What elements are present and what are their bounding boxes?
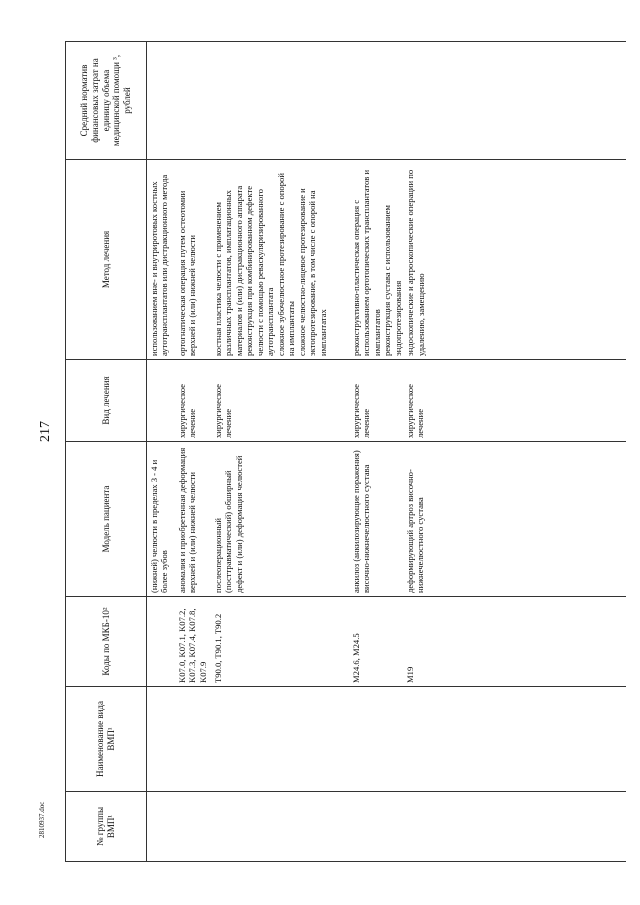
- cell-kind: [149, 363, 175, 438]
- cell-codes: T90.0, T90.1, T90.2: [213, 613, 223, 683]
- method-entry: сложное челюстно-лицевое протезирование и эктопротезирование, в том числе с опорой на имплантатах: [296, 188, 328, 356]
- cell-codes: M24.6, M24.5: [351, 633, 361, 683]
- cell-model: деформирующий артроз височно-нижнечелюстного сустава: [405, 469, 426, 593]
- footer-document-code: 2810937.doc: [38, 801, 46, 838]
- cell-method-group: [149, 163, 175, 356]
- col-name: [147, 687, 627, 792]
- method-entry: реконструкция при комбинированном дефекте челюсти с помощью реваскуляризированного аутотрансплантата: [244, 185, 276, 356]
- cell-codes: M19: [405, 666, 415, 683]
- table-header-row: [66, 42, 147, 862]
- method-entry: костная пластика челюсти с применением различных трансплантатов, имплатационных материалов и (или) дистракционного аппарата: [213, 185, 244, 356]
- header-method: Метод лечения: [66, 160, 147, 360]
- cell-kind: хирургическое лечение: [405, 384, 426, 438]
- cell-method-group: [351, 163, 403, 356]
- header-group-no: № группы ВМП¹: [66, 792, 147, 862]
- col-group-no: [147, 792, 627, 862]
- cell-method-group: [405, 163, 445, 356]
- header-cost: Средний норматив финансовых затрат на единицу объема медицинской помощи ³, рублей: [66, 42, 147, 160]
- col-method: [147, 160, 627, 360]
- method-entry: ортогнатическая операция путем остеотомии верхней и (или) нижней челюсти: [177, 190, 198, 356]
- cell-model: аномалия и приобретенная деформация верхней и (или) нижней челюсти: [177, 447, 198, 593]
- vmp-table: [65, 41, 626, 862]
- header-codes: Коды по МКБ-10²: [66, 597, 147, 687]
- cell-kind: хирургическое лечение: [177, 384, 198, 438]
- col-cost: [147, 42, 627, 160]
- col-model: [147, 442, 627, 597]
- cell-codes: K07.0, K07.1, K07.2, K07.3, K07.4, K07.8, K07.9: [177, 608, 208, 683]
- table-body-row: [147, 42, 627, 862]
- method-entry: реконструктивно-пластическая операция с использованием ортотопических трансплантатов и имплантатов: [351, 169, 382, 356]
- header-name: Наименование вида ВМП¹: [66, 687, 147, 792]
- col-kind: [147, 360, 627, 442]
- cell-method-group: [177, 163, 211, 356]
- cell-kind: хирургическое лечение: [351, 384, 372, 438]
- cell-model: анкилоз (анкилозирующие поражения) височно-нижнечелюстного сустава: [351, 450, 372, 593]
- method-entry: сложное зубочелюстное протезирование с опорой на имплантаты: [275, 173, 297, 356]
- method-entry: реконструкция сустава с использованием эндопротезирования: [382, 205, 403, 356]
- rotated-table-container: [65, 42, 620, 862]
- method-entry: эндоскопические и артроскопические операции по удалению, замещению: [405, 169, 426, 356]
- cell-method-group: [213, 163, 349, 356]
- cell-codes: [149, 600, 175, 683]
- header-kind: Вид лечения: [66, 360, 147, 442]
- cell-model: (нижней) челюсти в пределах 3 - 4 и более зубов: [149, 459, 170, 593]
- cell-model: послеоперационный (посттравматический) обширный дефект и (или) деформация челюстей: [213, 455, 244, 593]
- header-model: Модель пациента: [66, 442, 147, 597]
- cell-kind: хирургическое лечение: [213, 384, 234, 438]
- page-number: 217: [38, 421, 53, 442]
- col-codes: [147, 597, 627, 687]
- method-entry: использованием вне- и внутриротовых костных аутотрансплантатов или дистракционного метода: [149, 174, 170, 356]
